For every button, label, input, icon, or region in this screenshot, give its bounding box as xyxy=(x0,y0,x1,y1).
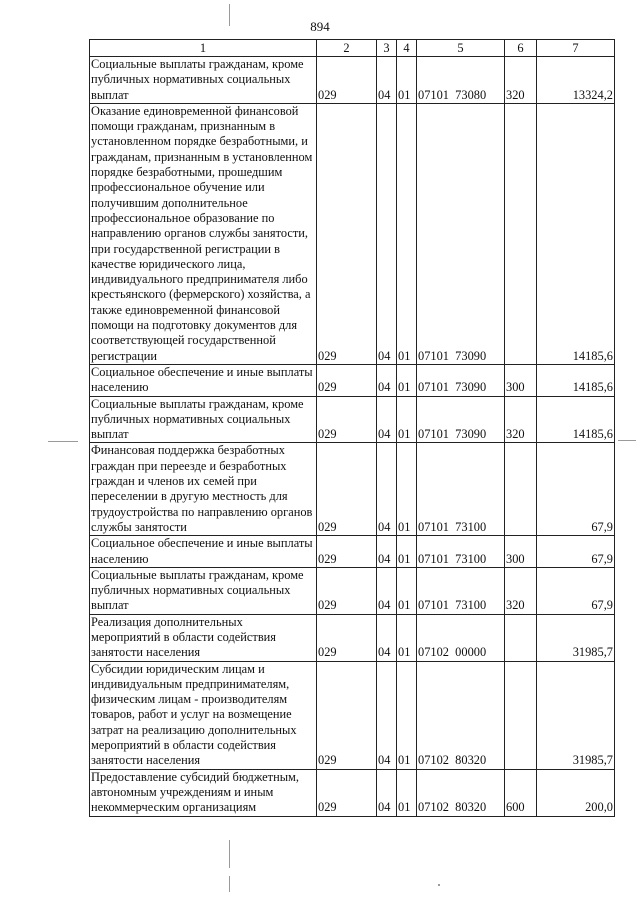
row-expense-type xyxy=(505,614,537,661)
row-expense-type xyxy=(505,103,537,364)
row-amount: 14185,6 xyxy=(537,364,615,396)
row-section-code: 04 xyxy=(377,443,397,536)
scan-mark xyxy=(229,876,230,892)
row-target-article: 07101 73100 xyxy=(417,443,505,536)
table-body xyxy=(90,57,615,817)
row-subsection-code: 01 xyxy=(397,57,417,104)
row-ministry-code: 029 xyxy=(317,396,377,443)
row-target-article: 07101 73090 xyxy=(417,103,505,364)
row-expense-type: 320 xyxy=(505,396,537,443)
row-amount: 14185,6 xyxy=(537,103,615,364)
row-name: Финансовая поддержка безработных граждан при переезде и безработных граждан и членов их семей при переселении в другую местность для трудоустройства по направлению органов службы занятости xyxy=(90,443,317,536)
row-subsection-code: 01 xyxy=(397,661,417,769)
row-ministry-code: 029 xyxy=(317,364,377,396)
column-header-4: 4 xyxy=(397,40,417,57)
row-subsection-code: 01 xyxy=(397,396,417,443)
row-amount: 200,0 xyxy=(537,769,615,816)
row-ministry-code: 029 xyxy=(317,103,377,364)
row-ministry-code: 029 xyxy=(317,769,377,816)
row-section-code: 04 xyxy=(377,364,397,396)
row-section-code: 04 xyxy=(377,396,397,443)
row-name: Социальные выплаты гражданам, кроме публичных нормативных социальных выплат xyxy=(90,57,317,104)
row-section-code: 04 xyxy=(377,103,397,364)
table-row xyxy=(90,57,615,104)
row-subsection-code: 01 xyxy=(397,364,417,396)
table-row xyxy=(90,364,615,396)
row-target-article: 07101 73090 xyxy=(417,396,505,443)
row-amount: 31985,7 xyxy=(537,661,615,769)
row-subsection-code: 01 xyxy=(397,769,417,816)
row-name: Социальное обеспечение и иные выплаты населению xyxy=(90,364,317,396)
column-header-7: 7 xyxy=(537,40,615,57)
scan-mark xyxy=(229,840,230,868)
row-subsection-code: 01 xyxy=(397,103,417,364)
header-row xyxy=(90,40,615,57)
row-expense-type: 300 xyxy=(505,536,537,568)
table-row xyxy=(90,443,615,536)
row-target-article: 07102 00000 xyxy=(417,614,505,661)
row-amount: 31985,7 xyxy=(537,614,615,661)
row-target-article: 07101 73090 xyxy=(417,364,505,396)
row-expense-type xyxy=(505,443,537,536)
row-name: Социальное обеспечение и иные выплаты населению xyxy=(90,536,317,568)
row-ministry-code: 029 xyxy=(317,443,377,536)
row-amount: 67,9 xyxy=(537,443,615,536)
row-target-article: 07102 80320 xyxy=(417,769,505,816)
row-expense-type: 320 xyxy=(505,567,537,614)
row-amount: 67,9 xyxy=(537,536,615,568)
row-name: Субсидии юридическим лицам и индивидуальным предпринимателям, физическим лицам - производителям товаров, работ и услуг на возмещение затрат на реализацию дополнительных мероприятий в области содействия занятости населения xyxy=(90,661,317,769)
row-target-article: 07101 73080 xyxy=(417,57,505,104)
scan-mark xyxy=(48,441,78,442)
table-row xyxy=(90,567,615,614)
budget-table xyxy=(89,39,615,817)
row-name: Социальные выплаты гражданам, кроме публичных нормативных социальных выплат xyxy=(90,396,317,443)
row-subsection-code: 01 xyxy=(397,536,417,568)
row-ministry-code: 029 xyxy=(317,536,377,568)
row-section-code: 04 xyxy=(377,769,397,816)
row-expense-type: 300 xyxy=(505,364,537,396)
column-header-2: 2 xyxy=(317,40,377,57)
column-header-1: 1 xyxy=(90,40,317,57)
column-header-5: 5 xyxy=(417,40,505,57)
table-row xyxy=(90,396,615,443)
row-target-article: 07101 73100 xyxy=(417,536,505,568)
row-expense-type: 320 xyxy=(505,57,537,104)
row-amount: 14185,6 xyxy=(537,396,615,443)
table-header xyxy=(90,40,615,57)
row-target-article: 07102 80320 xyxy=(417,661,505,769)
row-expense-type xyxy=(505,661,537,769)
scan-mark xyxy=(229,4,230,26)
table-row xyxy=(90,103,615,364)
row-expense-type: 600 xyxy=(505,769,537,816)
column-header-3: 3 xyxy=(377,40,397,57)
row-subsection-code: 01 xyxy=(397,443,417,536)
scan-mark xyxy=(618,440,636,441)
row-amount: 67,9 xyxy=(537,567,615,614)
row-subsection-code: 01 xyxy=(397,614,417,661)
table-row xyxy=(90,769,615,816)
row-target-article: 07101 73100 xyxy=(417,567,505,614)
row-section-code: 04 xyxy=(377,536,397,568)
row-name: Предоставление субсидий бюджетным, автономным учреждениям и иным некоммерческим организациям xyxy=(90,769,317,816)
row-ministry-code: 029 xyxy=(317,57,377,104)
row-ministry-code: 029 xyxy=(317,567,377,614)
row-subsection-code: 01 xyxy=(397,567,417,614)
table-row xyxy=(90,536,615,568)
row-section-code: 04 xyxy=(377,661,397,769)
row-ministry-code: 029 xyxy=(317,661,377,769)
row-name: Социальные выплаты гражданам, кроме публичных нормативных социальных выплат xyxy=(90,567,317,614)
row-name: Оказание единовременной финансовой помощи гражданам, признанным в установленном порядке безработными, и гражданам, признанным в установленном порядке безработными, прошедшим профессиональное обучение или получившим дополнительное профессиональное образование по направлению органов службы занятости, при государственной регистрации в качестве юридического лица, индивидуального предпринимателя либо крестьянского (фермерского) хозяйства, а также единовременной финансовой помощи на подготовку документов для соответствующей государственной регистрации xyxy=(90,103,317,364)
row-section-code: 04 xyxy=(377,614,397,661)
row-section-code: 04 xyxy=(377,567,397,614)
page-number: 894 xyxy=(310,19,330,34)
table-row xyxy=(90,661,615,769)
row-name: Реализация дополнительных мероприятий в области содействия занятости населения xyxy=(90,614,317,661)
table-row xyxy=(90,614,615,661)
row-ministry-code: 029 xyxy=(317,614,377,661)
scan-mark xyxy=(438,884,440,886)
row-amount: 13324,2 xyxy=(537,57,615,104)
row-section-code: 04 xyxy=(377,57,397,104)
column-header-6: 6 xyxy=(505,40,537,57)
